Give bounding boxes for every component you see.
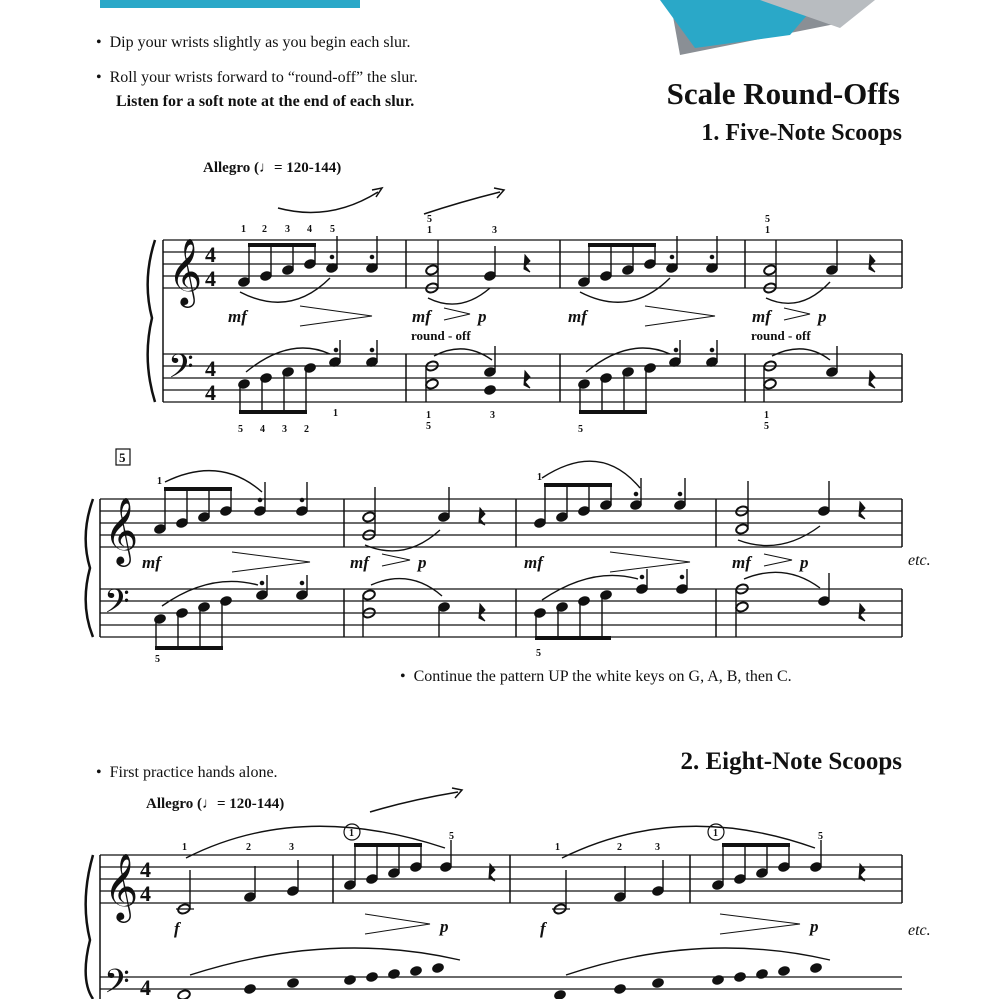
- svg-text:4: 4: [307, 224, 312, 235]
- svg-text:p: p: [810, 917, 819, 936]
- svg-text:mf: mf: [228, 307, 247, 326]
- svg-text:4: 4: [140, 881, 151, 906]
- svg-text:1: 1: [182, 842, 187, 853]
- svg-text:5: 5: [330, 224, 335, 235]
- svg-text:5: 5: [765, 214, 770, 225]
- svg-text:p: p: [440, 917, 449, 936]
- svg-text:5: 5: [764, 421, 769, 432]
- svg-text:f: f: [174, 919, 180, 938]
- svg-text:mf: mf: [752, 307, 771, 326]
- svg-text:4: 4: [260, 424, 265, 435]
- svg-text:1: 1: [241, 224, 246, 235]
- section1-continue-tip: • Continue the pattern UP the white keys on G, A, B, then C.: [400, 668, 792, 685]
- svg-text:𝄢: 𝄢: [104, 963, 130, 999]
- system-1: [148, 188, 902, 435]
- svg-text:1: 1: [426, 410, 431, 421]
- svg-text:𝄢: 𝄢: [168, 348, 194, 393]
- svg-text:mf: mf: [350, 553, 369, 572]
- svg-text:5: 5: [449, 831, 454, 842]
- svg-text:𝄢: 𝄢: [104, 583, 130, 628]
- svg-text:mf: mf: [412, 307, 431, 326]
- svg-text:p: p: [818, 307, 827, 326]
- svg-text:4: 4: [205, 356, 216, 381]
- svg-text:4: 4: [140, 857, 151, 882]
- svg-text:1: 1: [765, 225, 770, 236]
- svg-text:1: 1: [157, 476, 162, 487]
- section2-etc: etc.: [908, 922, 931, 939]
- svg-text:𝄞: 𝄞: [168, 239, 203, 304]
- svg-text:4: 4: [205, 266, 216, 291]
- svg-text:5: 5: [119, 450, 126, 465]
- section2-tempo: Allegro (♩= 120-144): [146, 796, 285, 812]
- svg-text:5: 5: [818, 831, 823, 842]
- svg-text:5: 5: [426, 421, 431, 432]
- svg-text:p: p: [800, 553, 809, 572]
- svg-text:1: 1: [333, 408, 338, 419]
- svg-text:1: 1: [713, 828, 718, 839]
- svg-text:3: 3: [285, 224, 290, 235]
- svg-text:5: 5: [427, 214, 432, 225]
- svg-text:2: 2: [304, 424, 309, 435]
- svg-text:𝄞: 𝄞: [104, 854, 139, 919]
- page-title: Scale Round-Offs: [666, 76, 900, 111]
- svg-text:mf: mf: [568, 307, 587, 326]
- svg-text:2: 2: [617, 842, 622, 853]
- svg-text:𝄞: 𝄞: [104, 498, 139, 563]
- svg-text:p: p: [478, 307, 487, 326]
- svg-text:f: f: [540, 919, 546, 938]
- tip-listen: Listen for a soft note at the end of each slur.: [116, 93, 415, 110]
- section1-title: 1. Five-Note Scoops: [701, 120, 902, 146]
- tip-roll-wrists: • Roll your wrists forward to “round-off” the slur.: [96, 69, 418, 86]
- svg-text:mf: mf: [142, 553, 161, 572]
- svg-text:mf: mf: [524, 553, 543, 572]
- svg-text:5: 5: [536, 648, 541, 659]
- section1-tempo: Allegro (♩= 120-144): [203, 160, 342, 176]
- svg-text:5: 5: [238, 424, 243, 435]
- svg-text:4: 4: [205, 380, 216, 405]
- tip-dip-wrists: • Dip your wrists slightly as you begin each slur.: [96, 34, 411, 51]
- svg-text:3: 3: [490, 410, 495, 421]
- section2-tip: • First practice hands alone.: [96, 764, 278, 781]
- svg-text:4: 4: [140, 975, 151, 999]
- svg-text:p: p: [418, 553, 427, 572]
- svg-text:1: 1: [349, 828, 354, 839]
- section2-title: 2. Eight-Note Scoops: [680, 748, 902, 775]
- svg-text:2: 2: [262, 224, 267, 235]
- svg-text:3: 3: [282, 424, 287, 435]
- section1-etc: etc.: [908, 552, 931, 569]
- svg-text:3: 3: [655, 842, 660, 853]
- svg-text:3: 3: [289, 842, 294, 853]
- system-3: [86, 788, 902, 999]
- svg-text:5: 5: [155, 654, 160, 665]
- svg-text:round - off: round - off: [411, 328, 471, 343]
- svg-text:1: 1: [427, 225, 432, 236]
- svg-text:4: 4: [205, 242, 216, 267]
- svg-text:5: 5: [578, 424, 583, 435]
- svg-text:1: 1: [537, 472, 542, 483]
- svg-text:1: 1: [555, 842, 560, 853]
- svg-text:mf: mf: [732, 553, 751, 572]
- svg-text:1: 1: [764, 410, 769, 421]
- svg-text:2: 2: [246, 842, 251, 853]
- system-2: [86, 449, 902, 665]
- svg-text:round - off: round - off: [751, 328, 811, 343]
- svg-text:3: 3: [492, 225, 497, 236]
